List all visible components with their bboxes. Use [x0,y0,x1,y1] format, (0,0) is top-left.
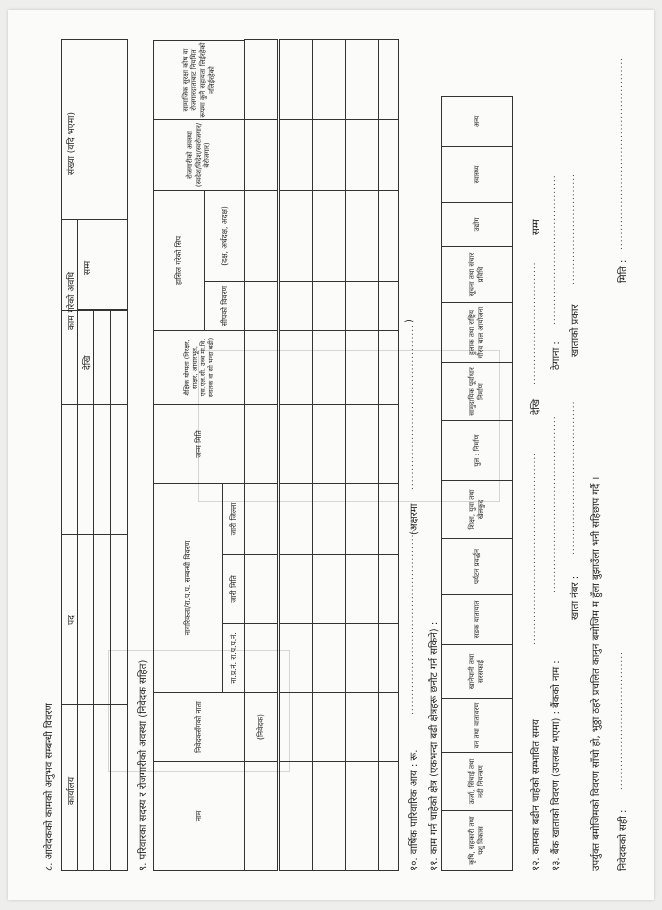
family-row-cell[interactable] [378,39,399,120]
signature-field[interactable]: .................................... [615,651,625,790]
field-option-13[interactable] [441,146,513,203]
col-org: कार्यालय [67,776,77,805]
field-option-5[interactable] [441,594,513,645]
family-row-cell[interactable] [244,190,278,282]
account-type: खाताको प्रकार [570,304,581,357]
field-option-label: कृषि, सहकारी तथा पशु विकास [468,816,485,865]
field-option-label: ऊर्जा, सिंचाई तथा नदी नियन्त्रण [468,758,485,805]
family-row-cell[interactable] [312,483,346,555]
field-option-label: उद्योग [472,217,481,232]
field-option-label: वन तथा वातावरण [472,702,481,749]
field-option-label: पुल : निर्माण [472,434,481,467]
field-option-label: सडक यातायात [472,600,481,639]
field-option-label: सामुदायिक पूर्वाधार निर्माण [468,367,485,416]
sub-no: ना.प्र.नं. रा.प.प.नं. [222,623,245,693]
family-row-cell[interactable] [244,623,278,693]
field-option-3[interactable] [441,698,513,753]
family-row-cell[interactable] [378,554,399,624]
income-amount-field[interactable]: .................................................. [406,521,416,715]
field-option-4[interactable] [441,644,513,699]
field-option-9[interactable] [441,362,513,421]
family-row-cell[interactable] [345,554,379,624]
family-row-cell[interactable] [312,692,346,762]
family-row-cell[interactable] [279,761,313,871]
family-row-cell[interactable] [279,330,313,405]
family-row-cell[interactable] [345,761,379,871]
field-option-label: स्वास्थ्य [472,165,481,184]
income-words-label: (अक्षरमा [409,503,420,535]
bank-place: ठेगाना : [551,341,562,370]
field-option-label: पर्यटन प्रवर्द्धन [472,548,481,585]
family-row-cell[interactable] [345,330,379,405]
document-sheet [8,10,654,900]
family-row-cell[interactable] [312,119,346,191]
col-relation: निवेदकसँगको नाता [153,692,245,762]
family-row-cell[interactable] [244,554,278,624]
family-row-cell[interactable] [345,692,379,762]
field-option-label: अन्य [472,115,481,128]
sub-skill-level: (दक्ष, अर्धदक्ष, अदक्ष) [204,190,245,282]
date-label: मिति : [618,259,629,283]
period-from: देखि [531,398,542,415]
family-row-cell[interactable] [345,623,379,693]
family-row-cell[interactable] [279,190,313,282]
date-field[interactable]: .................................................. [615,56,625,250]
family-row-cell[interactable] [244,761,278,871]
field-option-6[interactable] [441,538,513,595]
section13-label: १३. बैंक खाताको विवरण (उपलब्ध भएमा) : बैंकको नाम : [551,660,562,871]
family-row-cell[interactable] [378,623,399,693]
family-row-cell[interactable] [312,281,346,331]
family-row-cell[interactable] [312,623,346,693]
field-option-2[interactable] [441,752,513,811]
family-row-cell[interactable] [312,39,346,120]
family-row-cell[interactable] [312,554,346,624]
period-from-field[interactable]: .................................................. [528,451,538,645]
period-to-field[interactable]: ................................ [528,261,538,385]
bank-name-field[interactable]: .............................................. [548,415,558,593]
family-row-cell[interactable] [244,483,278,555]
col-count: संख्या (यदि भएमा) [67,112,77,175]
col-social: सामाजिक सुरक्षा कोष वा रोजगारदाताबाट नियमित रूपमा कुनै सहायता लिईरहेको नलिईरहेको [153,40,245,120]
section8-heading: ८. आवेदकको कामको अनुभव सम्बन्धी विवरण [44,703,55,871]
family-row-cell[interactable] [244,404,278,484]
applicant-note: (निवेदक) [256,714,266,740]
field-option-label: शिक्षा, युवा तथा खेलकुद [468,489,485,530]
family-row-cell[interactable] [279,404,313,484]
family-row-cell[interactable] [279,281,313,331]
family-row-cell[interactable] [378,281,399,331]
family-row-cell[interactable] [244,39,278,120]
field-option-14[interactable] [441,96,513,147]
income-words-field[interactable]: ........................................... [406,323,416,490]
col-skill: हासिल गरेको सिप [153,190,205,331]
bank-place-field[interactable]: ....................................... [548,174,558,325]
family-row-cell[interactable] [345,190,379,282]
family-row-cell[interactable] [345,39,379,120]
field-option-label: सूचना तथा संचार प्रविधि [468,252,485,297]
field-option-label: हुलाक तथा राष्ट्रिय गौरव बाल आयोजना [468,306,485,359]
family-row-cell[interactable] [312,330,346,405]
family-row-cell[interactable] [279,119,313,191]
family-row-cell[interactable] [378,692,399,762]
account-no: खाता नंबर : [570,575,581,620]
sub-date: जारी मिति [222,554,245,624]
family-row-cell[interactable] [378,761,399,871]
col-education: शैक्षिक योग्यता (निरक्षर, साक्षर, आधारभूत, एस.एल.सी. उच्च मा.वि. स्नातक वा सो भन्दा बढी) [153,330,245,405]
account-no-field[interactable]: ........................................ [567,400,577,555]
col-post: पद [67,615,77,625]
income-words-close: ) [404,319,415,323]
col-employment: रोजगारीको अवस्था (स्वदेश/विदेश/स्वरोजगार/बेरोजगार) [153,119,245,191]
col-period: काम गरेको अवधि [67,271,77,330]
family-row-cell[interactable] [378,404,399,484]
family-row-cell[interactable] [279,483,313,555]
family-row-cell[interactable] [244,281,278,331]
col-name: नाम [153,761,245,871]
family-row-cell[interactable] [345,483,379,555]
family-row-cell[interactable] [345,281,379,331]
family-row-cell[interactable] [279,554,313,624]
family-row-cell[interactable] [244,330,278,405]
family-row-cell[interactable] [378,119,399,191]
family-row-cell[interactable] [244,119,278,191]
col-from: देखि [83,355,93,370]
sub-skill-detail: सीपको विवरण [204,281,245,331]
col-to: सम्म [83,260,93,275]
section9-heading: ९. परिवारका सदस्य र रोजगारीको अवस्था (निवेदक सहित) [138,659,149,871]
family-row-cell[interactable] [312,190,346,282]
family-row-cell[interactable] [312,761,346,871]
family-row-cell[interactable] [279,692,313,762]
field-option-7[interactable] [441,480,513,539]
field-option-11[interactable] [441,246,513,303]
family-row-cell[interactable] [244,692,278,762]
field-option-label: खानेपानी तथा सरसफाई [468,653,485,690]
section10-label: १०. वार्षिक पारिवारिक आय : रू. [409,749,420,871]
family-row-cell[interactable] [378,483,399,555]
signature-label: निवेदकको सही : [618,809,629,871]
section11-label: ११. काम गर्न चाहेको क्षेत्र (एकभन्दा बढी क्षेत्रहरू छनौट गर्न सकिने) : [429,621,440,871]
declaration: उपर्युक्त बमोजिमको विवरण साँचो हो, भुठ्ठा ठहरे प्रचलित कानुन बमोजिम म हुँला बुझाउँला भनी सहिछाप गर्दै । [591,476,602,871]
account-type-field[interactable]: ............................. [567,173,577,285]
family-row-cell[interactable] [345,119,379,191]
field-option-12[interactable] [441,202,513,247]
field-option-8[interactable] [441,420,513,481]
period-to: सम्म [531,219,542,235]
col-citizenship: नागरिकता/रा.प.प. सम्बन्धी विवरण [153,483,223,693]
col-dob: जन्म मिति [153,404,245,484]
field-option-1[interactable] [441,810,513,871]
family-row-cell[interactable] [279,623,313,693]
family-row-cell[interactable] [345,404,379,484]
family-row-cell[interactable] [378,190,399,282]
sub-district: जारी जिल्ला [222,483,245,555]
field-option-10[interactable] [441,302,513,363]
family-row-cell[interactable] [279,39,313,120]
family-row-cell[interactable] [312,404,346,484]
rotated-form [35,35,635,875]
section12-label: १२. कामका बढीन चाहेको सम्भावित समय [531,719,542,871]
family-row-cell[interactable] [378,330,399,405]
